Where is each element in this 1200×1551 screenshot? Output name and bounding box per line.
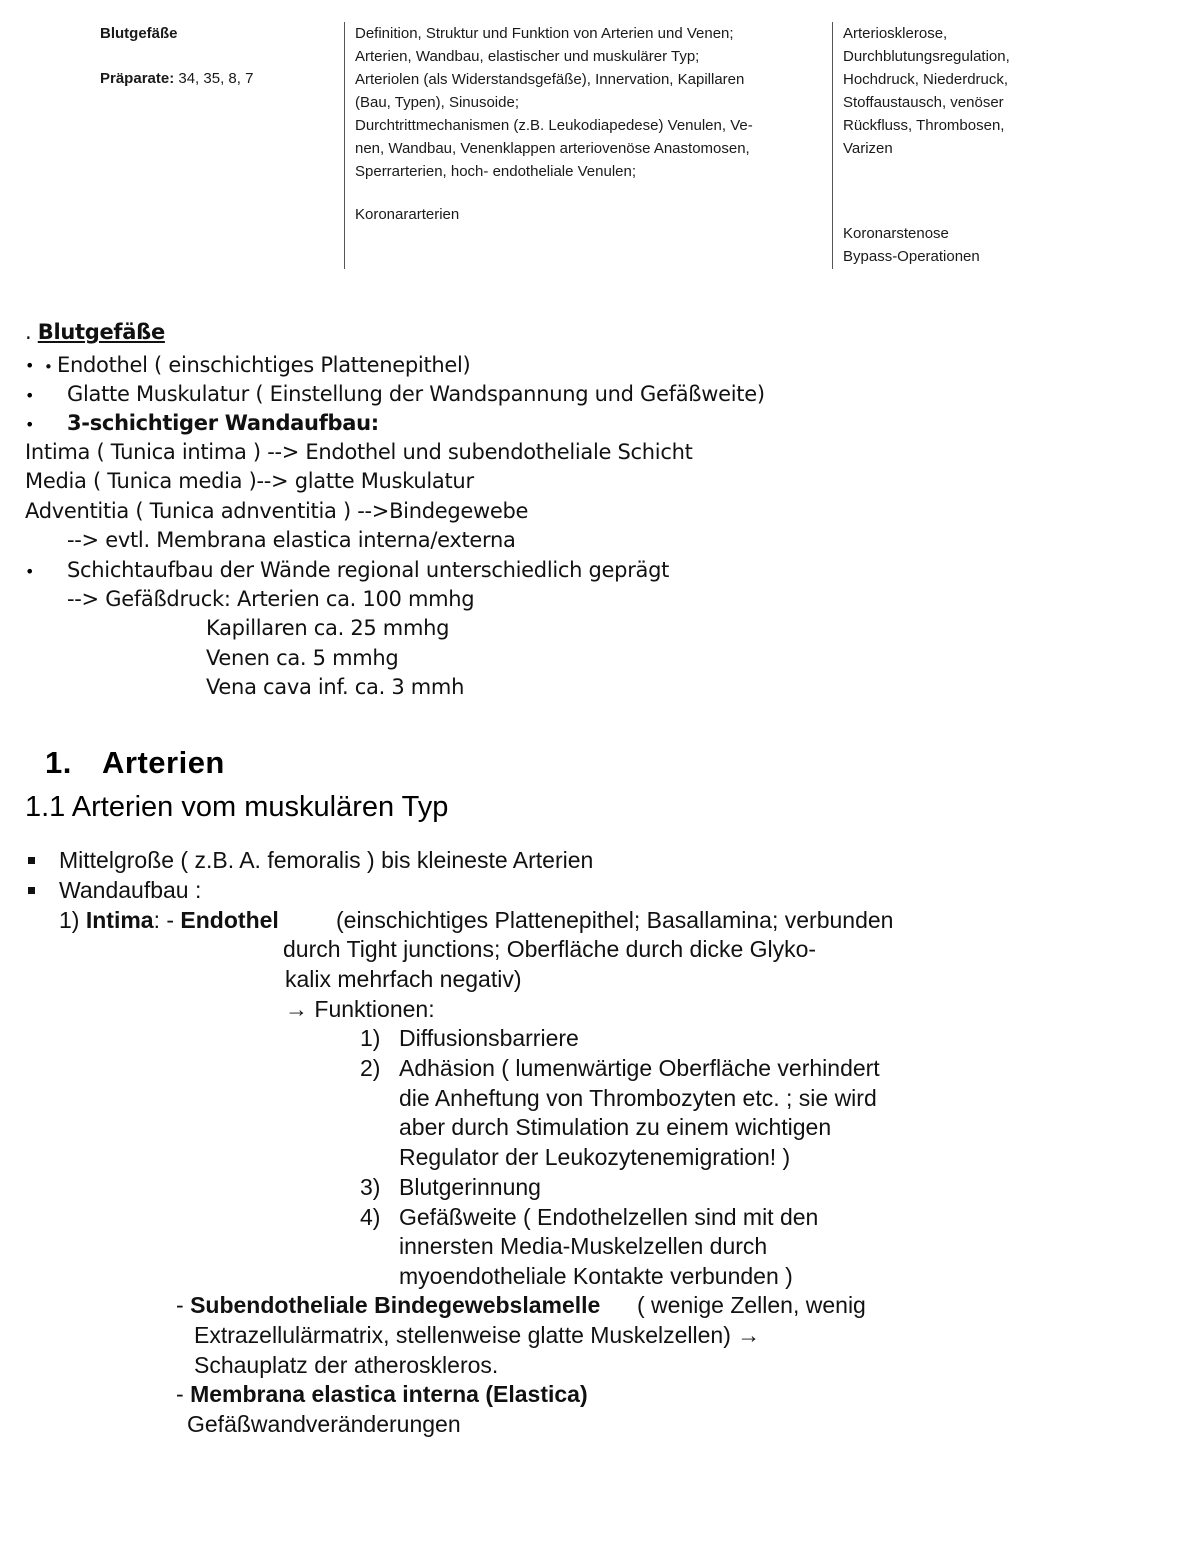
endothel-desc: (einschichtiges Plattenepithel; Basallamina; verbunden <box>336 907 894 933</box>
endothel-desc: durch Tight junctions; Oberfläche durch dicke Glyko- <box>283 936 817 962</box>
table-divider-1 <box>344 22 345 269</box>
notes-intima: Intima ( Tunica intima ) --> Endothel und subendotheliale Schicht <box>25 440 693 464</box>
notes-vena-cava: Vena cava inf. ca. 3 mmh <box>206 675 465 699</box>
function-adhaesion: Regulator der Leukozytenemigration! ) <box>399 1144 791 1170</box>
function-number: 2) <box>360 1055 381 1081</box>
table-col2-line: (Bau, Typen), Sinusoide; <box>355 94 519 111</box>
notes-kapillaren: Kapillaren ca. 25 mmhg <box>206 616 450 640</box>
list-item-groesse: Mittelgroße ( z.B. A. femoralis ) bis kleineste Arterien <box>59 847 594 873</box>
square-bullet-icon <box>28 887 35 894</box>
notes-title: . Blutgefäße <box>25 320 165 344</box>
notes-venen: Venen ca. 5 mmhg <box>206 646 399 670</box>
table-col3-line: Stoffaustausch, venöser <box>843 94 1004 111</box>
subendothel-line: - Subendotheliale Bindegewebslamelle <box>176 1292 601 1318</box>
table-col3-line: Rückfluss, Thrombosen, <box>843 117 1005 134</box>
function-number: 1) <box>360 1025 381 1051</box>
table-preparations: Präparate: 34, 35, 8, 7 <box>100 70 254 87</box>
table-col2-line: Definition, Struktur und Funktion von Arterien und Venen; <box>355 25 734 42</box>
heading-number: 1. <box>45 745 72 780</box>
square-bullet-icon <box>28 857 35 864</box>
notes-gefaessdruck: --> Gefäßdruck: Arterien ca. 100 mmhg <box>67 587 475 611</box>
membrana-desc: Gefäßwandveränderungen <box>187 1411 461 1437</box>
bullet-icon: • <box>25 415 35 434</box>
table-col3-line: Varizen <box>843 140 893 157</box>
function-gefaessweite: innersten Media-Muskelzellen durch <box>399 1233 768 1259</box>
table-divider-2 <box>832 22 833 269</box>
table-col2-line: nen, Wandbau, Venenklappen arteriovenöse Anastomosen, <box>355 140 750 157</box>
notes-media: Media ( Tunica media )--> glatte Muskulatur <box>25 469 474 493</box>
endothel-desc: kalix mehrfach negativ) <box>285 966 522 992</box>
table-col2-line: Sperrarterien, hoch- endotheliale Venulen; <box>355 163 637 180</box>
function-adhaesion: Adhäsion ( lumenwärtige Oberfläche verhindert <box>399 1055 880 1081</box>
heading-arterien: Arterien <box>102 745 225 780</box>
notes-bullet-schichtaufbau: Schichtaufbau der Wände regional unterschiedlich geprägt <box>67 558 670 582</box>
table-col3-line: Hochdruck, Niederdruck, <box>843 71 1009 88</box>
bullet-icon: • <box>25 356 35 375</box>
table-col2-line: Arterien, Wandbau, elastischer und muskulärer Typ; <box>355 48 700 65</box>
notes-bullet-wandaufbau: 3-schichtiger Wandaufbau: <box>67 411 379 435</box>
notes-bullet-endothel: • Endothel ( einschichtiges Plattenepithel) <box>44 353 471 377</box>
table-col3-line: Durchblutungsregulation, <box>843 48 1010 65</box>
subheading-muskulaerer-typ: 1.1 Arterien vom muskulären Typ <box>25 791 449 823</box>
bullet-icon: • <box>25 386 35 405</box>
function-blutgerinnung: Blutgerinnung <box>399 1174 541 1200</box>
bullet-icon: • <box>25 562 35 581</box>
intima-line: 1) Intima: - Endothel <box>59 907 279 933</box>
table-col2-line: Arteriolen (als Widerstandsgefäße), Innervation, Kapillaren <box>355 71 745 88</box>
notes-adventitia: Adventitia ( Tunica adnventitia ) -->Bindegewebe <box>25 499 529 523</box>
table-col3-line: Arteriosklerose, <box>843 25 948 42</box>
subendothel-desc: Extrazellulärmatrix, stellenweise glatte Muskelzellen) → <box>194 1322 761 1348</box>
table-col3-line: Koronarstenose <box>843 225 949 242</box>
membrana-line: - Membrana elastica interna (Elastica) <box>176 1381 588 1407</box>
function-gefaessweite: myoendotheliale Kontakte verbunden ) <box>399 1263 793 1289</box>
function-adhaesion: aber durch Stimulation zu einem wichtigen <box>399 1114 832 1140</box>
function-number: 4) <box>360 1204 381 1230</box>
table-topic: Blutgefäße <box>100 25 178 42</box>
list-item-wandaufbau: Wandaufbau : <box>59 877 202 903</box>
funktionen-label: → Funktionen: <box>285 996 435 1022</box>
table-col2-line: Durchtrittmechanismen (z.B. Leukodiapedese) Venulen, Ve- <box>355 117 753 134</box>
notes-membrana: --> evtl. Membrana elastica interna/externa <box>67 528 516 552</box>
notes-bullet-muskulatur: Glatte Muskulatur ( Einstellung der Wandspannung und Gefäßweite) <box>67 382 765 406</box>
function-gefaessweite: Gefäßweite ( Endothelzellen sind mit den <box>399 1204 819 1230</box>
subendothel-desc: Schauplatz der atheroskleros. <box>194 1352 499 1378</box>
table-col3-line: Bypass-Operationen <box>843 248 980 265</box>
subendothel-desc: ( wenige Zellen, wenig <box>637 1292 866 1318</box>
function-diffusion: Diffusionsbarriere <box>399 1025 579 1051</box>
function-number: 3) <box>360 1174 381 1200</box>
function-adhaesion: die Anheftung von Thrombozyten etc. ; sie wird <box>399 1085 877 1111</box>
table-col2-line: Koronararterien <box>355 206 460 223</box>
